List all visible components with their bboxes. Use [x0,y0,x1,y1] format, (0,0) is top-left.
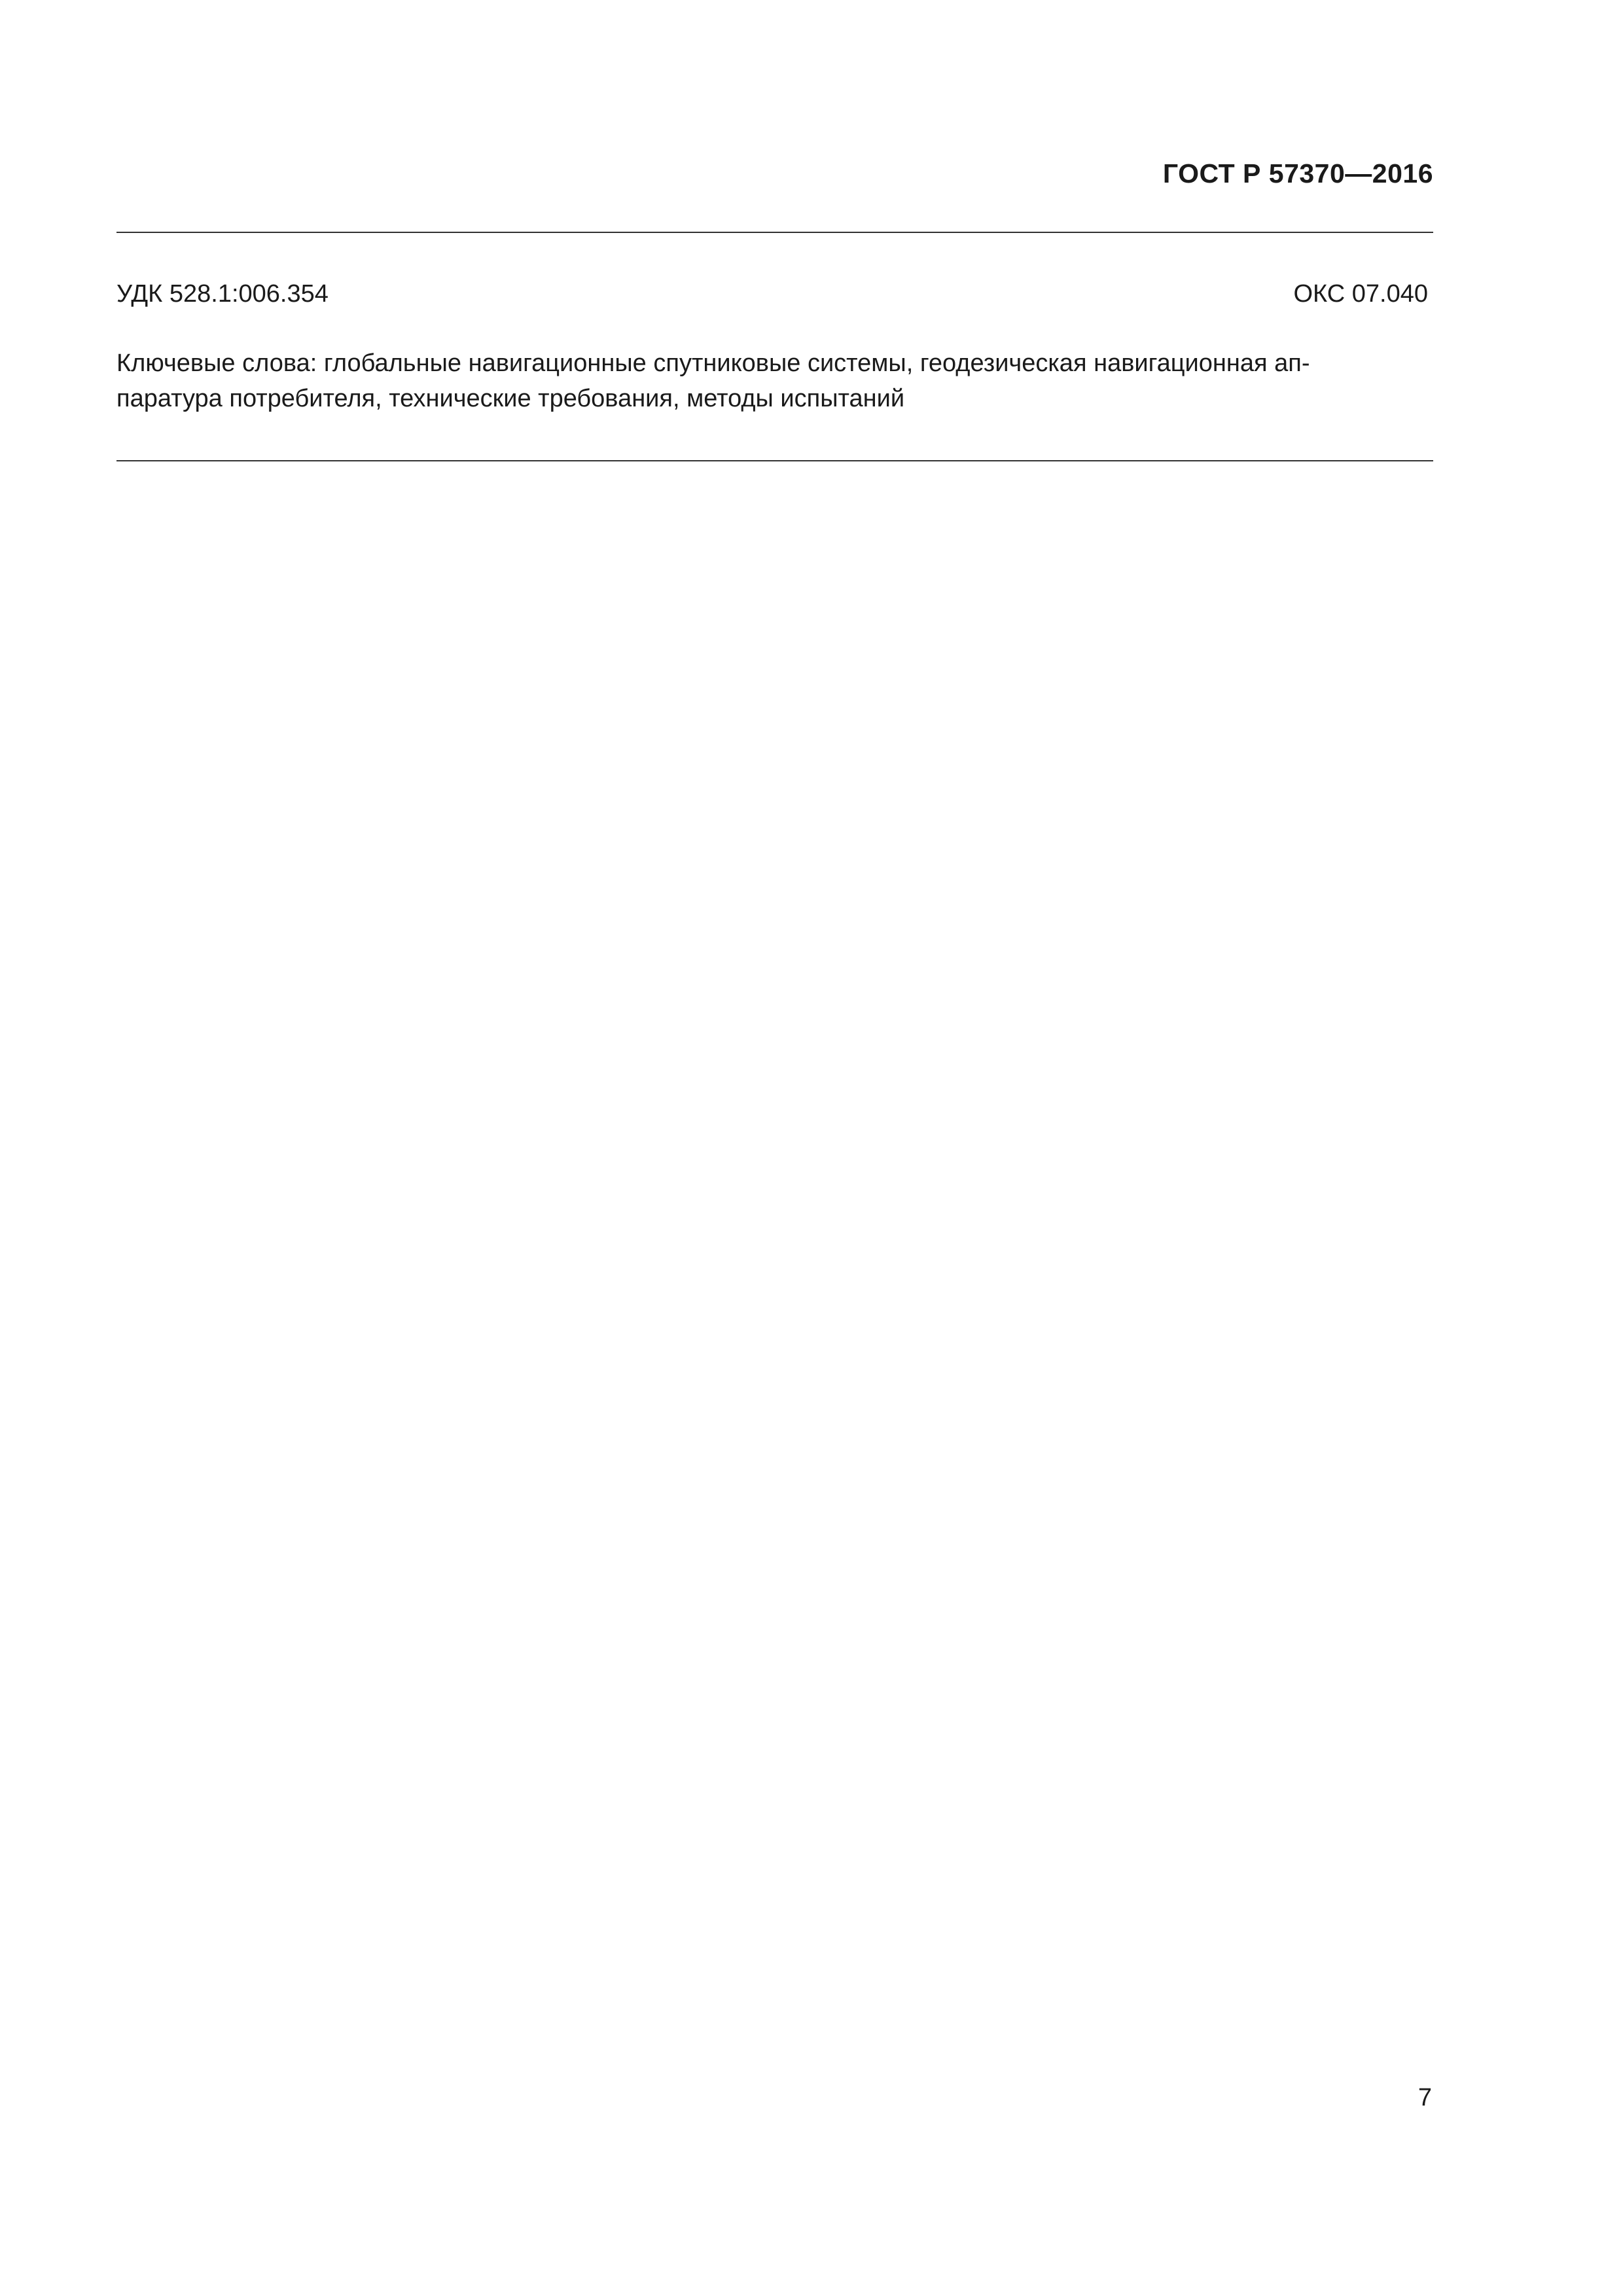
oks-code: ОКС 07.040 [1293,280,1428,308]
standard-code-header: ГОСТ Р 57370—2016 [1162,158,1433,188]
page-number: 7 [1418,2084,1432,2111]
keywords-line-2: паратура потребителя, технические требования, методы испытаний [116,385,905,412]
keywords-line-1: Ключевые слова: глобальные навигационные спутниковые системы, геодезическая навигационная ап- [116,350,1310,377]
bottom-divider [116,460,1433,461]
keywords-paragraph [116,346,1433,416]
udc-code: УДК 528.1:006.354 [116,280,329,308]
classification-row [116,280,1428,313]
top-divider [116,232,1433,233]
